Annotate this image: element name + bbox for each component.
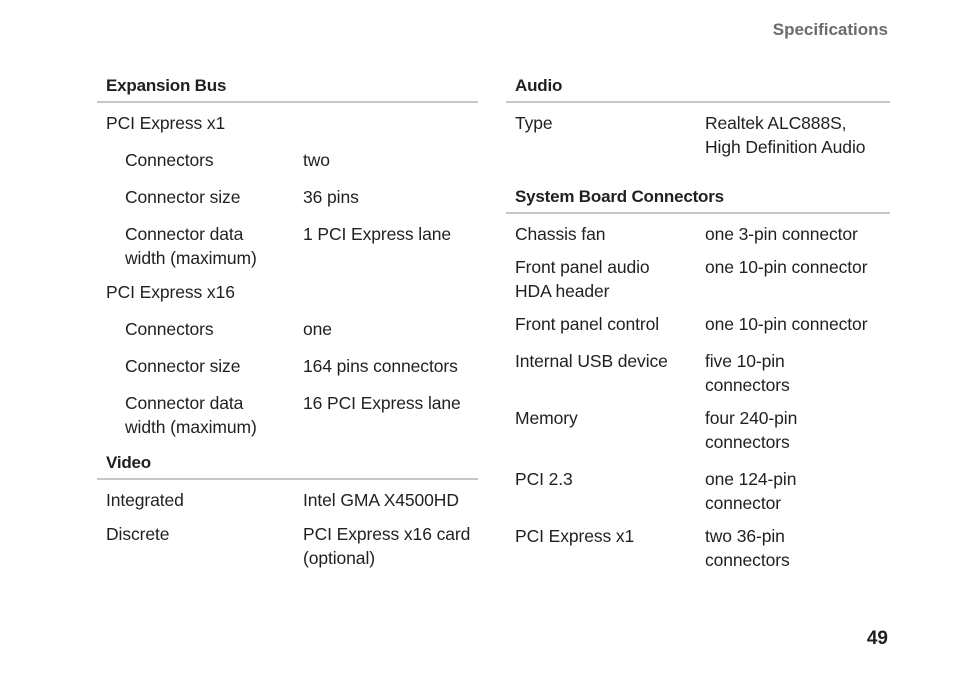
spec-row bbox=[97, 488, 478, 512]
spec-value-line: connectors bbox=[705, 432, 790, 452]
spec-key bbox=[506, 255, 705, 303]
spec-value bbox=[303, 522, 478, 570]
section-title-audio: Audio bbox=[506, 76, 890, 103]
spec-row bbox=[506, 524, 890, 572]
spec-value: one 10-pin connector bbox=[705, 257, 868, 277]
spec-value: one 10-pin connector bbox=[705, 314, 868, 334]
spec-row bbox=[97, 391, 478, 439]
spec-key bbox=[97, 391, 303, 439]
expansion-bus-section bbox=[97, 76, 478, 439]
spec-value bbox=[705, 349, 890, 397]
spec-value-line: connectors bbox=[705, 550, 790, 570]
spec-key: Chassis fan bbox=[515, 224, 606, 244]
system-board-section bbox=[506, 187, 890, 572]
spec-key: Memory bbox=[515, 408, 578, 428]
spec-row bbox=[97, 185, 478, 209]
audio-section bbox=[506, 76, 890, 159]
spec-row bbox=[97, 222, 478, 270]
spec-value-line: (optional) bbox=[303, 548, 375, 568]
spec-row bbox=[506, 467, 890, 515]
spec-key bbox=[97, 222, 303, 270]
spec-value bbox=[705, 467, 890, 515]
spec-key-line: Connector data bbox=[125, 393, 244, 413]
spec-value: 36 pins bbox=[303, 187, 359, 207]
left-column bbox=[97, 76, 478, 584]
spec-key: Front panel control bbox=[515, 314, 660, 334]
spec-value: one 3-pin connector bbox=[705, 224, 858, 244]
section-title-video: Video bbox=[97, 453, 478, 480]
spec-row bbox=[97, 522, 478, 570]
spec-value: two bbox=[303, 150, 330, 170]
page-number: 49 bbox=[866, 628, 888, 649]
spec-key: Connector size bbox=[125, 356, 241, 376]
spec-value-line: PCI Express x16 card bbox=[303, 524, 471, 544]
right-column bbox=[506, 76, 890, 586]
spec-row bbox=[97, 280, 478, 304]
spec-key-line: width (maximum) bbox=[125, 417, 257, 437]
spec-key: Internal USB device bbox=[515, 351, 668, 371]
spec-value bbox=[705, 524, 890, 572]
spec-row bbox=[97, 317, 478, 341]
video-section bbox=[97, 453, 478, 570]
spec-group-label: PCI Express x16 bbox=[106, 282, 235, 302]
spec-value-line: connector bbox=[705, 493, 781, 513]
section-title-expansion-bus: Expansion Bus bbox=[97, 76, 478, 103]
spec-key-line: Connector data bbox=[125, 224, 244, 244]
spec-row bbox=[97, 111, 478, 135]
spec-row bbox=[506, 222, 890, 246]
spec-row bbox=[506, 312, 890, 336]
section-title-system-board: System Board Connectors bbox=[506, 187, 890, 214]
spec-row bbox=[506, 349, 890, 397]
spec-key-line: Front panel audio bbox=[515, 257, 650, 277]
spec-value-line: connectors bbox=[705, 375, 790, 395]
spec-value-line: five 10-pin bbox=[705, 351, 785, 371]
spec-value-line: Realtek ALC888S, bbox=[705, 113, 847, 133]
spec-value-line: one 124-pin bbox=[705, 469, 797, 489]
spec-row bbox=[506, 111, 890, 159]
spec-value: one bbox=[303, 319, 332, 339]
spec-value bbox=[705, 111, 890, 159]
spec-value: 1 PCI Express lane bbox=[303, 224, 451, 244]
spec-value: 164 pins connectors bbox=[303, 356, 458, 376]
spec-key-line: HDA header bbox=[515, 281, 610, 301]
spec-key: Type bbox=[515, 113, 553, 133]
spec-row bbox=[506, 255, 890, 303]
spec-row bbox=[97, 148, 478, 172]
spec-key: PCI Express x1 bbox=[515, 526, 635, 546]
spec-value-line: four 240-pin bbox=[705, 408, 798, 428]
spec-key: Connectors bbox=[125, 319, 214, 339]
spec-key: Connectors bbox=[125, 150, 214, 170]
spec-row bbox=[506, 406, 890, 454]
spec-key: Connector size bbox=[125, 187, 241, 207]
spec-key: Integrated bbox=[106, 490, 184, 510]
spec-value: 16 PCI Express lane bbox=[303, 393, 461, 413]
spec-key: PCI 2.3 bbox=[515, 469, 573, 489]
spec-row bbox=[97, 354, 478, 378]
spec-value: Intel GMA X4500HD bbox=[303, 490, 459, 510]
spec-key-line: width (maximum) bbox=[125, 248, 257, 268]
running-header: Specifications bbox=[772, 20, 888, 39]
spec-key: Discrete bbox=[106, 524, 170, 544]
spec-value-line: High Definition Audio bbox=[705, 137, 866, 157]
spec-value-line: two 36-pin bbox=[705, 526, 785, 546]
spec-group-label: PCI Express x1 bbox=[106, 113, 226, 133]
spec-value bbox=[705, 406, 890, 454]
